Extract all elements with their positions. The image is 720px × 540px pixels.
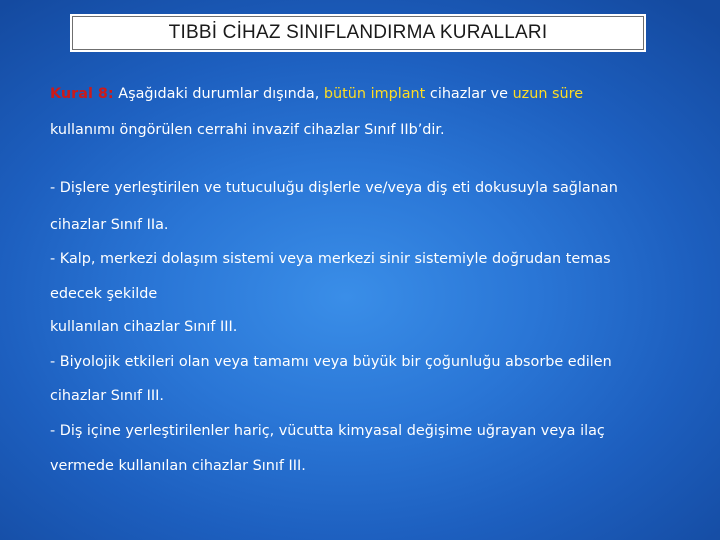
rule-intro-line [50, 86, 583, 102]
rule-intro-text-a: Aşağıdaki durumlar dışında, [113, 86, 324, 102]
rule-intro-text-b: cihazlar ve [425, 86, 513, 102]
exception-4-line-1: - Diş içine yerleştirilenler hariç, vücutta kimyasal değişime uğrayan veya ilaç [50, 423, 605, 439]
exception-2-line-1: - Kalp, merkezi dolaşım sistemi veya merkezi sinir sistemiyle doğrudan temas [50, 251, 611, 267]
exception-2-line-2: edecek şekilde [50, 286, 158, 302]
exception-4-line-2: vermede kullanılan cihazlar Sınıf III. [50, 458, 306, 474]
exception-3-line-1: - Biyolojik etkileri olan veya tamamı veya büyük bir çoğunluğu absorbe edilen [50, 354, 612, 370]
rule-label: Kural 8: [50, 86, 114, 102]
highlight-long-term: uzun süre [512, 86, 584, 102]
exception-1-line-1: - Dişlere yerleştirilen ve tutuculuğu dişlerle ve/veya diş eti dokusuyla sağlanan [50, 180, 618, 196]
exception-1-line-2: cihazlar Sınıf IIa. [50, 217, 169, 233]
exception-3-line-2: cihazlar Sınıf III. [50, 388, 164, 404]
slide-title: TIBBİ CİHAZ SINIFLANDIRMA KURALLARI [168, 22, 548, 43]
exception-2-line-3: kullanılan cihazlar Sınıf III. [50, 319, 238, 335]
rule-intro-line-2: kullanımı öngörülen cerrahi invazif cihazlar Sınıf IIb’dir. [50, 122, 445, 138]
highlight-implant: bütün implant [323, 86, 426, 102]
slide-title-box [70, 14, 646, 52]
